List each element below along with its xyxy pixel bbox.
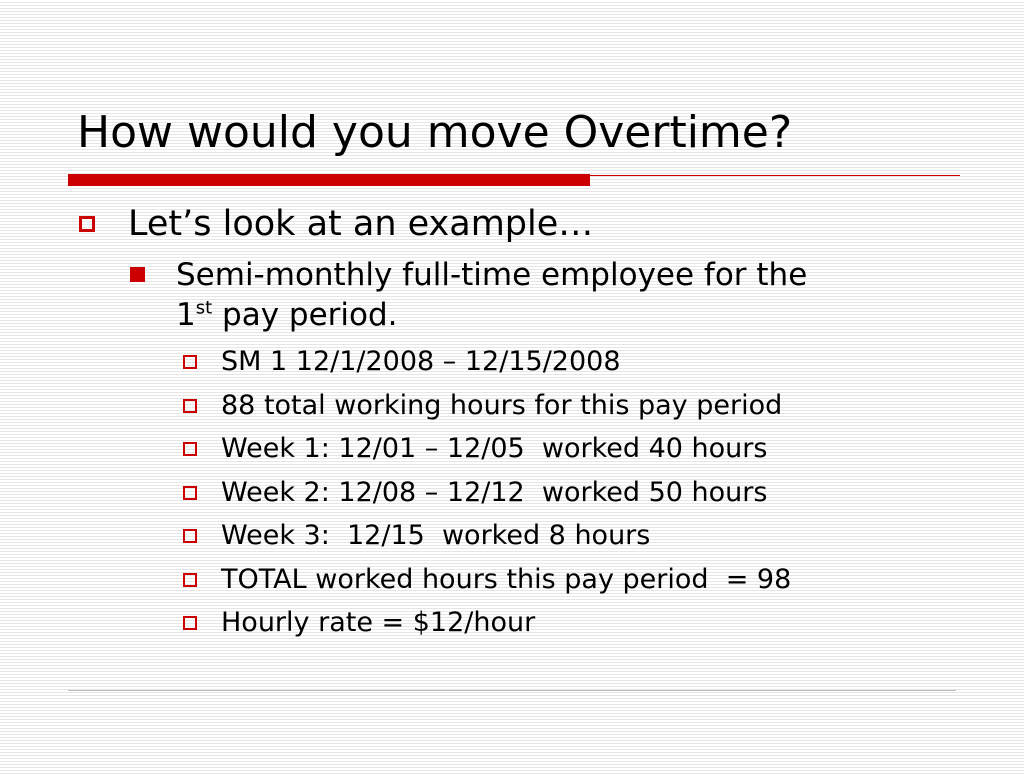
hollow-square-bullet-icon [183, 616, 197, 630]
hollow-square-bullet-icon [183, 442, 197, 456]
detail-item-text: Week 1: 12/01 – 12/05 worked 40 hours [221, 433, 768, 464]
detail-item-week-1 [183, 427, 768, 471]
detail-item-text: Hourly rate = $12/hour [221, 607, 536, 638]
bullet-level2-text [176, 255, 976, 335]
title-underline [68, 174, 960, 186]
detail-list [183, 340, 792, 645]
hollow-square-bullet-icon [183, 355, 197, 369]
detail-item-hourly-rate [183, 601, 536, 645]
detail-item-text: Week 3: 12/15 worked 8 hours [221, 520, 651, 551]
filled-square-bullet-icon [130, 267, 145, 282]
hollow-square-bullet-icon [183, 573, 197, 587]
ordinal-number: 1 [176, 297, 196, 333]
hollow-square-bullet-icon [183, 529, 197, 543]
detail-item-pay-period [183, 340, 621, 384]
bullet-level2-line2: pay period. [212, 297, 398, 333]
title-underline-thin [590, 175, 960, 176]
hollow-square-bullet-icon [183, 399, 197, 413]
hollow-square-bullet-icon [183, 486, 197, 500]
bullet-level2-line1: Semi-monthly full-time employee for the [176, 257, 808, 293]
detail-item-text: Week 2: 12/08 – 12/12 worked 50 hours [221, 476, 768, 508]
detail-item-total-hours [183, 558, 792, 602]
detail-item-text: 88 total working hours for this pay period [221, 389, 783, 421]
bullet-level1-text: Let’s look at an example… [128, 204, 594, 244]
detail-item-text: SM 1 12/1/2008 – 12/15/2008 [221, 346, 621, 377]
detail-item-week-2 [183, 471, 768, 515]
detail-item-week-3 [183, 514, 651, 558]
footer-rule [68, 690, 956, 691]
ordinal-suffix: st [195, 297, 213, 319]
detail-item-working-hours [183, 384, 783, 428]
hollow-square-bullet-icon [79, 216, 95, 232]
detail-item-text: TOTAL worked hours this pay period = 98 [221, 563, 792, 595]
slide-title: How would you move Overtime? [77, 107, 793, 158]
title-underline-thick [68, 174, 590, 186]
